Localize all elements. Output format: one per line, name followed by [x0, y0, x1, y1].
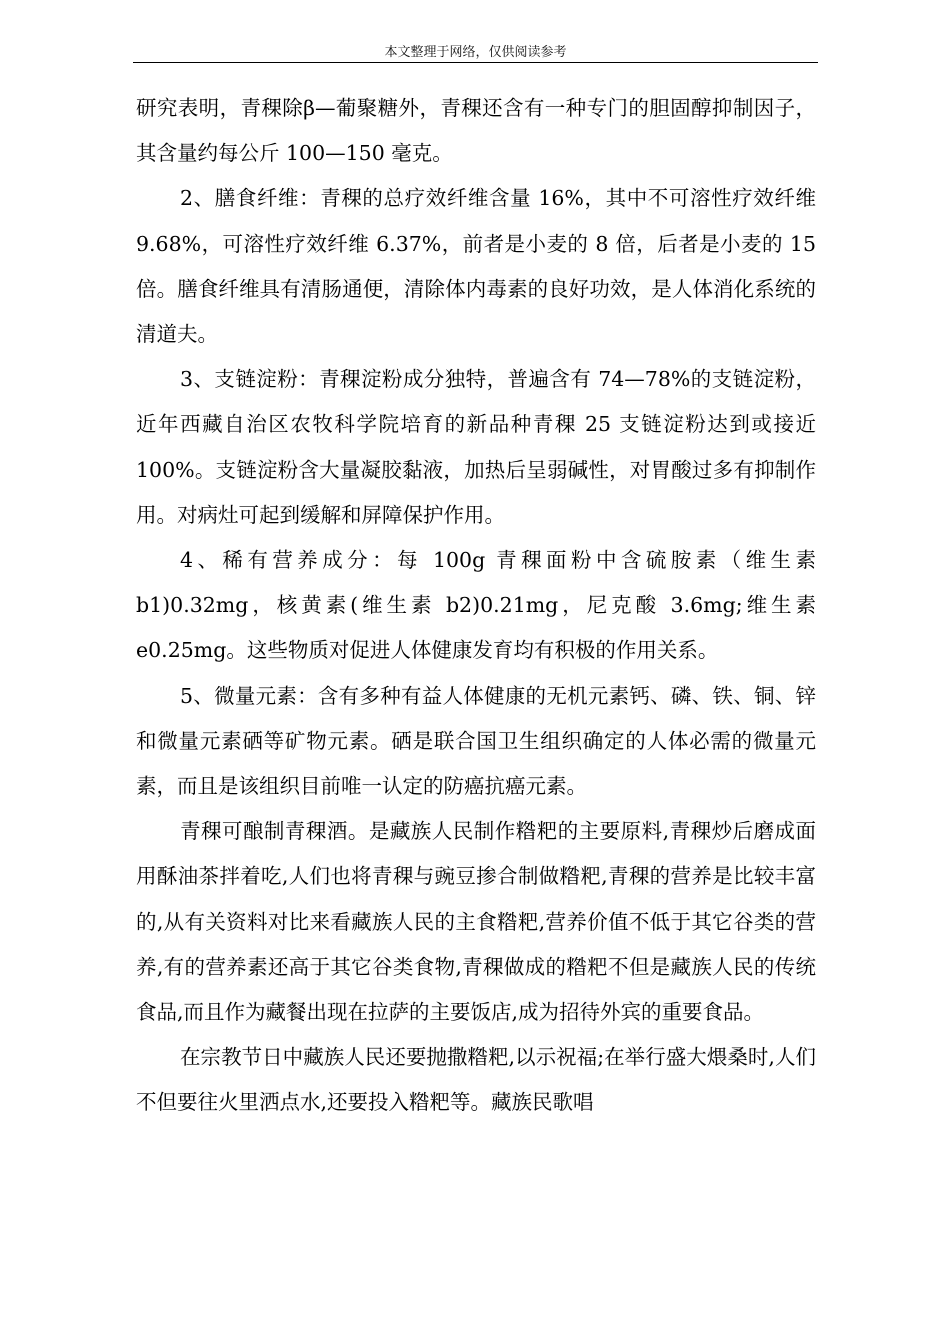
paragraph-intro: 研究表明，青稞除β—葡聚糖外，青稞还含有一种专门的胆固醇抑制因子，其含量约每公斤 100—150 毫克。: [136, 96, 816, 166]
paragraph-trace-elements: 5、微量元素：含有多种有益人体健康的无机元素钙、磷、铁、铜、锌和微量元素硒等矿物元素。硒是联合国卫生组织确定的人体必需的微量元素，而且是该组织目前唯一认定的防癌抗癌元素。: [136, 683, 816, 799]
paragraph-dietary-fiber: 2、膳食纤维：青稞的总疗效纤维含量 16%，其中不可溶性疗效纤维 9.68%，可溶性疗效纤维 6.37%，前者是小麦的 8 倍，后者是小麦的 15 倍。膳食纤维具有清肠通便，清除体内毒素的良好功效，是人体消化系统的清道夫。: [136, 186, 816, 347]
paragraph-highland-barley-wine: 青稞可酿制青稞酒。是藏族人民制作糌粑的主要原料,青稞炒后磨成面用酥油茶拌着吃,人们也将青稞与豌豆掺合制做糌粑,青稞的营养是比较丰富的,从有关资料对比来看藏族人民的主食糌粑,营养价值不低于其它谷类的营养,有的营养素还高于其它谷类食物,青稞做成的糌粑不但是藏族人民的传统食品,而且作为藏餐出现在拉萨的主要饭店,成为招待外宾的重要食品。: [136, 819, 816, 1025]
page-header: 本文整理于网络，仅供阅读参考: [384, 45, 567, 60]
paragraph-amylopectin: 3、支链淀粉：青稞淀粉成分独特，普遍含有 74—78%的支链淀粉，近年西藏自治区农牧科学院培育的新品种青稞 25 支链淀粉达到或接近 100%。支链淀粉含大量凝胶黏液，加热后呈弱碱性，对胃酸过多有抑制作用。对病灶可起到缓解和屏障保护作用。: [136, 367, 816, 527]
document-body: [136, 86, 816, 1126]
paragraph-rare-nutrients: 4、稀有营养成分：每 100g 青稞面粉中含硫胺素（维生素 b1)0.32mg，核黄素(维生素 b2)0.21mg，尼克酸 3.6mg;维生素 e0.25mg。这些物质对促进人体健康发育均有积极的作用关系。: [136, 548, 816, 663]
header-divider: [133, 62, 818, 63]
paragraph-religious-festivals: 在宗教节日中藏族人民还要抛撒糌粑,以示祝福;在举行盛大煨桑时,人们不但要往火里洒点水,还要投入糌粑等。藏族民歌唱: [136, 1045, 816, 1115]
